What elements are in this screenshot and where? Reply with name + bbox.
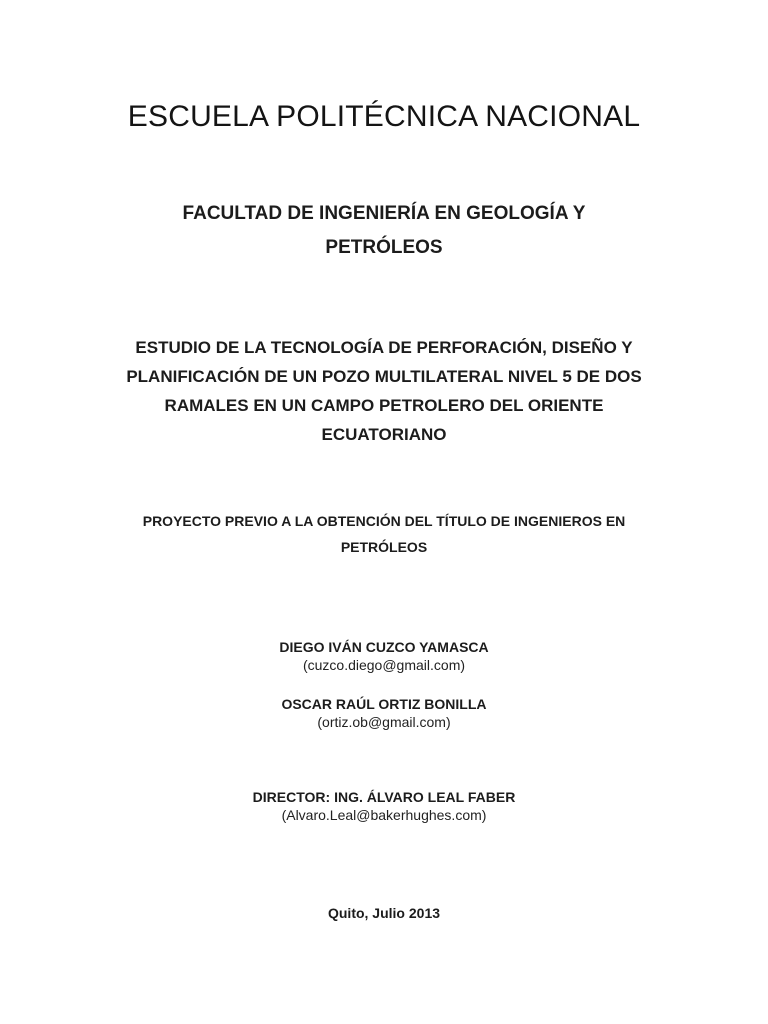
- project-statement-line-1: PROYECTO PREVIO A LA OBTENCIÓN DEL TÍTULO DE INGENIEROS EN: [142, 513, 626, 529]
- thesis-title-line-1: ESTUDIO DE LA TECNOLOGÍA DE PERFORACIÓN, DISEÑO Y: [135, 338, 633, 357]
- director-email: (Alvaro.Leal@bakerhughes.com): [281, 807, 487, 823]
- project-statement-line-2: PETRÓLEOS: [340, 539, 428, 555]
- author-2-email: (ortiz.ob@gmail.com): [317, 714, 451, 730]
- thesis-title-line-4: ECUATORIANO: [321, 425, 447, 444]
- director-name: DIRECTOR: ING. ÁLVARO LEAL FABER: [252, 789, 516, 805]
- thesis-title-line-3: RAMALES EN UN CAMPO PETROLERO DEL ORIENTE: [164, 396, 604, 415]
- author-2-name: OSCAR RAÚL ORTIZ BONILLA: [281, 696, 487, 712]
- faculty-name-line-2: PETRÓLEOS: [325, 237, 443, 258]
- place-and-date: Quito, Julio 2013: [327, 905, 441, 921]
- thesis-title-line-2: PLANIFICACIÓN DE UN POZO MULTILATERAL NIVEL 5 DE DOS: [126, 367, 642, 386]
- author-1-name: DIEGO IVÁN CUZCO YAMASCA: [279, 639, 489, 655]
- faculty-name-line-1: FACULTAD DE INGENIERÍA EN GEOLOGÍA Y: [182, 203, 586, 224]
- university-name: ESCUELA POLITÉCNICA NACIONAL: [127, 100, 641, 133]
- author-1-email: (cuzco.diego@gmail.com): [302, 657, 466, 673]
